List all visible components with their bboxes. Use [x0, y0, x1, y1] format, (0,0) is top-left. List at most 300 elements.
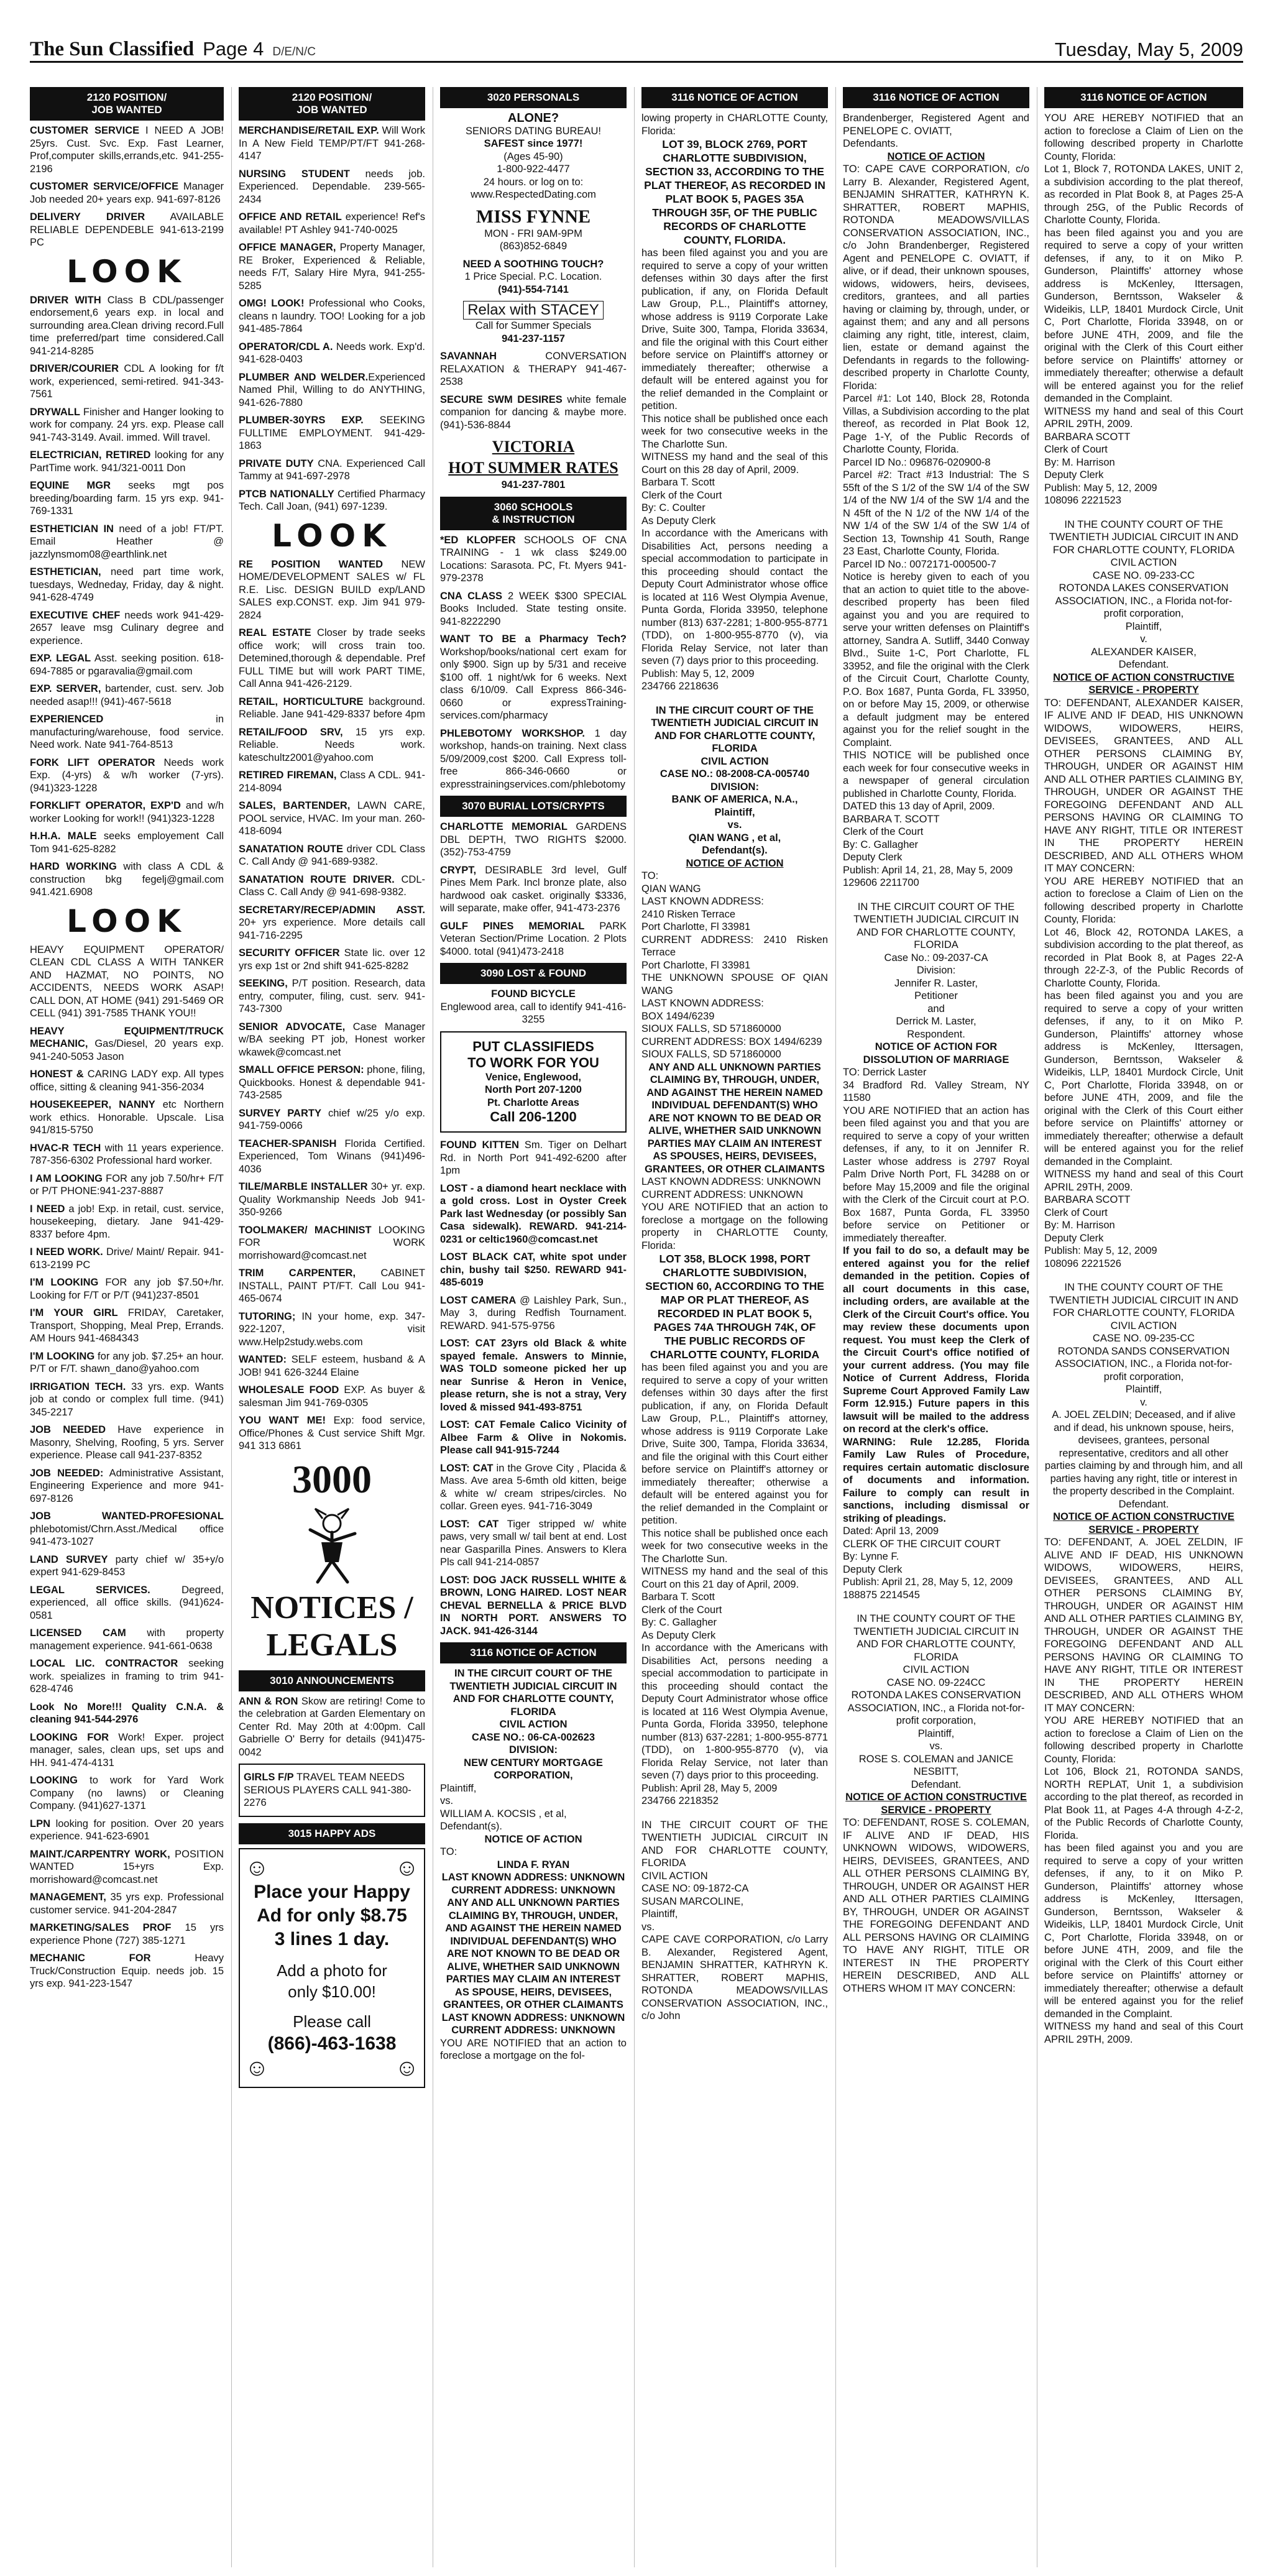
ad-text: SCHOOLS OF CNA TRAINING - 1 wk class $249.00 Locations: Sarasota. PC, Ft. Myers 941-979-2378: [440, 534, 627, 584]
classified-ad: [239, 799, 425, 838]
page-number: Page 4: [203, 38, 264, 60]
classified-ad: [30, 1627, 224, 1652]
ad-text: Closer by trade seeks office work; will cross train too. Detemined,thorough & dependable. Pref FULL TIME but will work PART TIME, Call Anna 941-426-2129.: [239, 627, 425, 689]
classified-ad: [30, 1172, 224, 1198]
ad-text: Asst. seeking position. 618-694-7885 or pgaravalia@gmail.com: [30, 653, 224, 677]
legal-line: vs.: [440, 1795, 454, 1806]
legal-notice: [440, 1667, 627, 2063]
classified-ad: [30, 860, 224, 899]
ad-text: Case Manager w/BA seeking PT job, Honest worker wkawek@comcast.net: [239, 1021, 425, 1058]
ad-list: [440, 1139, 627, 1637]
section-header-job-wanted: 2120 POSITION/ JOB WANTED: [239, 87, 425, 121]
ad-heading: LOST: DOG JACK RUSSELL WHITE & BROWN, LONG HAIRED. LOST NEAR CHEVAL BERNELLA & PRICE BLVD IN NORTH PORT. ANSWERS TO JACK. 941-426-3144: [440, 1574, 627, 1637]
ad-heading: JOB WANTED-PROFESIONAL: [30, 1511, 224, 1522]
ad-list: [30, 294, 224, 899]
jester-figure-icon: [239, 1505, 425, 1586]
classified-ad: [440, 727, 627, 791]
ad-text: CARING LADY exp. All types office, sitting & cleaning 941-356-2034: [30, 1069, 224, 1093]
victoria-ad: VICTORIA HOT SUMMER RATES 941-237-7801: [448, 438, 618, 490]
ad-text: 33 yrs. exp. Wants job at condo or complex full time. (941) 345-2217: [30, 1381, 224, 1418]
classified-ad: [440, 1182, 627, 1246]
ad-text: 20+ yrs experience. More details call 941-716-2295: [239, 917, 425, 941]
section-header-notice-of-action: 3116 NOTICE OF ACTION: [440, 1642, 627, 1663]
ad-text: with property management experience. 941-661-0638: [30, 1627, 224, 1652]
ad-text: 1 day workshop, hands-on training. Next class 5/09/2009,cost $200. Call Express toll-free 866-346-0660 or expresstrainingservices.com/phlebotomy: [440, 727, 627, 790]
legal-line: YOU ARE NOTIFIED that an action to foreclose a mortgage on the fol-: [440, 2037, 627, 2061]
ad-text: driver CDL Class C. Call Andy @ 941-689-9382.: [239, 843, 425, 867]
classified-ad: [440, 633, 627, 722]
miss-fynne-ad: MISS FYNNE MON - FRI 9AM-9PM (863)852-6849: [476, 206, 591, 252]
ad-heading: SALES, BARTENDER,: [239, 800, 351, 811]
ad-heading: RETAIL, HORTICULTURE: [239, 696, 364, 707]
savannah-ad: SAVANNAH CONVERSATION RELAXATION & THERAPY 941-467-2538: [440, 351, 627, 387]
classified-ad: [239, 1695, 425, 1759]
ad-heading: ESTHETICIAN,: [30, 566, 101, 577]
ad-text: Gas/Diesel, 20 years exp. 941-240-5053 Jason: [30, 1038, 224, 1062]
ad-heading: LOCAL LIC. CONTRACTOR: [30, 1658, 178, 1669]
classified-ad: [239, 1064, 425, 1102]
ad-heading: *ED KLOPFER: [440, 534, 516, 546]
ad-heading: SENIOR ADVOCATE,: [239, 1021, 346, 1033]
ad-text: need part time work, tuesdays, Wedneday, Friday, day & night. 941-628-4749: [30, 566, 224, 603]
ad-heading: LOST BLACK CAT, white spot under chin, bushy tail $250. REWARD 941-485-6019: [440, 1251, 627, 1288]
ad-text: EXP. As buyer & salesman Jim 941-769-0305: [239, 1384, 425, 1409]
section-header-job-wanted: 2120 POSITION/ JOB WANTED: [30, 87, 224, 121]
section-number: 3000: [292, 1456, 372, 1501]
ad-text: GARDENS DBL DEPTH, TWO RIGHTS $2000. (352)-753-4759: [440, 821, 627, 858]
classified-ad: [239, 371, 425, 410]
section-header-notice-of-action: 3116 NOTICE OF ACTION: [843, 87, 1029, 108]
classified-ad: [440, 1337, 627, 1414]
ad-heading: LOST CAMERA: [440, 1294, 517, 1306]
ad-text: FRIDAY, Caretaker, Transport, Shopping, Meal Prep, Errands. AM Hours 941-4684343: [30, 1307, 224, 1344]
ad-text: CDL-Class C. Call Andy @ 941-698-9382.: [239, 873, 425, 898]
ad-heading: LOOKING: [30, 1775, 78, 1786]
ad-text: Professional who Cooks, cleans n laundry. TOO! Looking for a job 941-485-7864: [239, 298, 425, 334]
ad-heading: HARD WORKING: [30, 861, 117, 872]
classified-ad: [440, 864, 627, 915]
classified-ad: [30, 1068, 224, 1093]
ad-heading: FOUND KITTEN: [440, 1139, 520, 1151]
classified-ad: [30, 180, 224, 206]
classified-ad: [440, 1574, 627, 1638]
classified-ad: [239, 1353, 425, 1379]
legal-line: Plaintiff,: [440, 1782, 477, 1794]
ad-text: NEW HOME/DEVELOPMENT SALES w/ FL R.E. Lisc. DESIGN BUILD exp/LAND SALES exp.CONST. exp. Jim 941 979-2824: [239, 558, 425, 621]
classified-ad: [239, 1384, 425, 1409]
classified-ad: [30, 944, 224, 1020]
classified-ad: [30, 1142, 224, 1167]
classified-ad: [30, 294, 224, 358]
column-6: [1044, 87, 1243, 2567]
ad-heading: TOOLMAKER/ MACHINIST: [239, 1224, 372, 1236]
legal-line: Defendant(s).: [440, 1821, 502, 1832]
classified-ad: [30, 1657, 224, 1696]
section-header-personals: 3020 PERSONALS: [440, 87, 627, 108]
classified-ad: [30, 1818, 224, 1843]
happy-ad-promo: ☺ ☺ Place your Happy Ad for only $8.75 3 lines 1 day. Add a photo for only $10.00! Please call (866)-463-1638 ☺ ☺: [239, 1848, 425, 2088]
classified-ad: [30, 713, 224, 752]
classified-ad: [30, 1203, 224, 1241]
ad-heading: SANATATION ROUTE DRIVER.: [239, 873, 395, 885]
classified-ad: [440, 590, 627, 628]
ad-text: 35 yrs exp. Professional customer service. 941-204-2847: [30, 1892, 224, 1916]
ad-text: State lic. over 12 yrs exp 1st or 2nd shift 941-625-8282: [239, 947, 425, 972]
ad-text: 15 yrs experience Phone (727) 385-1271: [30, 1922, 224, 1946]
classified-ad: [239, 843, 425, 868]
ad-text: phone, filing, Quickbooks. Honest & dependable 941-743-2585: [239, 1064, 425, 1101]
ad-heading: FORK LIFT OPERATOR: [30, 757, 155, 768]
classified-ad: [30, 1952, 224, 1990]
classified-ad: [30, 1424, 224, 1462]
ad-heading: PLUMBER-30YRS EXP.: [239, 415, 364, 426]
ad-heading: LOST: CAT 23yrs old Black & white spayed female. Answers to Minnie, WAS TOLD someone picked her up near Sunrise & Heron in Venice, please return, she is not a stray, Very loved & missed 941-493-8751: [440, 1338, 627, 1413]
ad-text: Property Manager, RE Broker, Experienced & Reliable, needs F/T, Salary Hire Myra, 941-255-5285: [239, 242, 425, 292]
ad-list: [30, 124, 224, 249]
ad-heading: CHARLOTTE MEMORIAL: [440, 821, 568, 832]
ad-heading: ANN & RON: [239, 1695, 298, 1707]
classified-ad: [440, 534, 627, 585]
classified-ad: [239, 488, 425, 513]
ad-text: CABINET INSTALL, PAINT PT/FT. Call Lou 941-465-0674: [239, 1267, 425, 1304]
ad-text: 15 yrs exp. Reliable. Needs work. kateschultz2001@yahoo.com: [239, 726, 425, 763]
legal-line: CURRENT ADDRESS: UNKNOWN: [451, 2025, 615, 2036]
ad-text: Heavy Truck/Construction Equip. needs job. 15 yrs exp. 941-223-1547: [30, 1953, 224, 1989]
ad-heading: HONEST &: [30, 1069, 84, 1080]
ad-text: SELF esteem, husband & A JOB! 941 626-3244 Elaine: [239, 1354, 425, 1378]
ad-text: LOOKING FOR WORK morrishoward@comcast.net: [239, 1224, 425, 1261]
ad-text: a job! Exp. in retail, cust. service, housekeeping, dietary. Jane 941-429-8337 before 4pm.: [30, 1203, 224, 1240]
put-classifieds-box: PUT CLASSIFIEDS TO WORK FOR YOU Venice, Englewood, North Port 207-1200 Pt. Charlotte Areas Call 206-1200: [440, 1031, 627, 1133]
classified-ad: [30, 830, 224, 855]
legal-notice: lowing property in CHARLOTTE County, Florida: LOT 39, BLOCK 2769, PORT CHARLOTTE SUBDIVISION, SECTION 33, ACCORDING TO THE PLAT THEREOF, AS RECORDED IN PLAT BOOK 5, PAGES 35A THROUGH 35F, OF THE PUBLIC RECORDS OF CHARLOTTE COUNTY, FLORIDA. has been filed against you and you are required to serve a copy of your written defenses within 30 days after the first publication, if any, on Florida Default Law Group, P.L., Plaintiff's attorney, whose address is 9119 Corporate Lake Drive, Suite 300, Tampa, Florida 33634, and file the original with this Court either before service on Plaintiff's attorney or immediately thereafter; otherwise a default will be entered against you for the relief demanded in the Complaint or petition. This notice shall be published once each week for two consecutive weeks in the The Charlotte Sun. WITNESS my hand and the seal of this Court on this 28 day of April, 2009. Barbara T. Scott Clerk of the Court By: C. Coulter As Deputy Clerk In accordance with the Americans with Disabilities Act, persons needing a special accommodation to participate in this proceeding should contact the Deputy Court Administrator whose office is located at 116 West Olympia Avenue, Punta Gorda, Florida 33950, telephone number (813) 637-2281; 1-800-955-8771 (TDD), on 1-800-955-8770 (v), via Florida Relay Service, not later than seven (7) days prior to this proceeding. Publish: May 5, 12, 2009 234766 2218636 IN THE CIRCUIT COURT OF THE TWENTIETH JUDICIAL CIRCUIT IN AND FOR CHARLOTTE COUNTY, FLORIDA CIVIL ACTION CASE NO.: 08-2008-CA-005740 DIVISION: BANK OF AMERICA, N.A., Plaintiff, vs. QIAN WANG , et al, Defendant(s). NOTICE OF ACTION TO: QIAN WANG LAST KNOWN ADDRESS: 2410 Risken Terrace Port Charlotte, Fl 33981 CURRENT ADDRESS: 2410 Risken Terrace Port Charlotte, Fl 33981 THE UNKNOWN SPOUSE OF QIAN WANG LAST KNOWN ADDRESS: BOX 1494/6239 SIOUX FALLS, SD 571860000 CURRENT ADDRESS: BOX 1494/6239 SIOUX FALLS, SD 571860000 ANY AND ALL UNKNOWN PARTIES CLAIMING BY, THROUGH, UNDER, AND AGAINST THE HEREIN NAMED INDIVIDUAL DEFENDANT(S) WHO ARE NOT KNOWN TO BE DEAD OR ALIVE, WHETHER SAID UNKNOWN PARTIES MAY CLAIM AN INTEREST AS SPOUSES, HEIRS, DEVISEES, GRANTEES, OR OTHER CLAIMANTS LAST KNOWN ADDRESS: UNKNOWN CURRENT ADDRESS: UNKNOWN YOU ARE NOTIFIED that an action to foreclose a mortgage on the following property in CHARLOTTE County, Florida: LOT 358, BLOCK 1998, PORT CHARLOTTE SUBDIVISION, SECTION 60, ACCORDING TO THE MAP OR PLAT THEREOF, AS RECORDED IN PLAT BOOK 5, PAGES 74A THROUGH 74K, OF THE PUBLIC RECORDS OF CHARLOTTE COUNTY, FLORIDA has been filed against you and you are required to serve a copy of your written defenses within 30 days after the first publication, if any, on Florida Default Law Group, P.L., Plaintiff's attorney, whose address is 9119 Corporate Lake Drive, Suite 300, Tampa, Florida 33634, and file the original with this Court either before service on Plaintiff's attorney or immediately thereafter; otherwise a default will be entered against you for the relief demanded in the Complaint or petition. This notice shall be published once each week for two consecutive weeks in the The Charlotte Sun. WITNESS my hand and the seal of this Court on this 21 day of April, 2009. Barbara T. Scott Clerk of the Court By: C. Gallagher As Deputy Clerk In accordance with the Americans with Disabilities Act, persons needing a special accommodation to participate in this proceeding should contact the Deputy Court Administrator whose office is located at 116 West Olympia Avenue, Punta Gorda, Florida 33950, telephone number (813) 637-2281; 1-800-955-8771 (TDD), on 1-800-955-8770 (v), via Florida Relay Service, not later than seven (7) days prior to this proceeding. Publish: April 28, May 5, 2009 234766 2218352 IN THE CIRCUIT COURT OF THE TWENTIETH JUDICIAL CIRCUIT IN AND FOR CHARLOTTE COUNTY, FLORIDA CIVIL ACTION CASE NO: 09-1872-CA SUSAN MARCOLINE, Plaintiff, vs. CAPE CAVE CORPORATION, c/o Larry B. Alexander, Registered Agent, BENJAMIN SHRATTER, KATHRYN K. SHRATTER, ROBERT MAPHIS, ROTONDA MEADOWS/VILLAS CONSERVATION ASSOCIATION, INC., c/o John: [641, 113, 828, 2022]
classified-ad: [239, 1414, 425, 1453]
masthead: [30, 32, 1243, 63]
ad-heading: GULF PINES MEMORIAL: [440, 920, 585, 932]
classified-ad: [239, 341, 425, 366]
ad-text: looking for any PartTime work. 941/321-0011 Don: [30, 449, 224, 474]
column-1: [30, 87, 224, 2567]
ad-heading: LOST: CAT: [440, 1518, 499, 1530]
classified-ad: [239, 1138, 425, 1176]
ad-heading: OMG! LOOK!: [239, 298, 305, 309]
classified-ad: [30, 124, 224, 175]
ad-text: party chief w/ 35+y/o expert 941-629-8453: [30, 1553, 224, 1578]
classified-ad: [30, 1276, 224, 1302]
seniors-dating-ad: ALONE? SENIORS DATING BUREAU! SAFEST since 1977! (Ages 45-90) 1-800-922-4477 24 hours. or log on to: www.RespectedDating.com: [466, 111, 601, 200]
look-banner: LOOK: [67, 903, 187, 939]
ad-heading: FORKLIFT OPERATOR, EXP'D: [30, 800, 181, 811]
classified-ad: [239, 558, 425, 622]
ad-heading: MECHANIC FOR: [30, 1953, 151, 1964]
classified-ad: [239, 627, 425, 691]
section-header-happy-ads: 3015 HAPPY ADS: [239, 1823, 425, 1844]
ad-heading: Look No More!!! Quality C.N.A. & cleaning 941-544-2976: [30, 1701, 224, 1725]
ad-text: background. Reliable. Jane 941-429-8337 before 4pm: [239, 696, 425, 720]
classified-ad: [239, 1021, 425, 1059]
ad-text: Sm. Tiger on Delhart Rd. in North Port 941-492-6200 after 1pm: [440, 1139, 627, 1176]
ad-text: IN your home, exp. 347-922-1207, visit www.Help2study.webs.com: [239, 1310, 425, 1348]
ad-heading: JOB NEEDED: [30, 1424, 106, 1435]
ad-text: Experienced Named Phil, Willing to do ANYTHING, 941-626-7880: [239, 371, 425, 408]
classified-ad: [30, 449, 224, 474]
look-banner: LOOK: [67, 253, 187, 290]
ad-text: FOR any job 7.50/hr+ F/T or P/T PHONE:941-237-8887: [30, 1172, 224, 1197]
ad-heading: SEEKING,: [239, 978, 288, 989]
ad-text: Degreed, experienced, all office skills. (941)624-0581: [30, 1584, 224, 1621]
ad-text: Will Work In A New Field TEMP/PT/FT 941-268-4147: [239, 125, 425, 162]
ad-heading: EXPERIENCED: [30, 714, 104, 725]
girls-travel-ad: GIRLS F/P TRAVEL TEAM NEEDS SERIOUS PLAYERS CALL 941-380-2276: [239, 1764, 425, 1817]
classified-ad: [440, 920, 627, 959]
ad-heading: CNA CLASS: [440, 590, 503, 602]
ad-text: Finisher and Hanger looking to work for company. 24 yrs. exp. Please call 941-743-3149. Avail. immed. Will travel.: [30, 406, 224, 443]
ad-heading: TEACHER-SPANISH: [239, 1138, 337, 1149]
ad-list: [440, 821, 627, 958]
legal-line: CIVIL ACTION: [499, 1719, 568, 1730]
ad-heading: RE POSITION WANTED: [239, 558, 384, 570]
ad-heading: EXP. LEGAL: [30, 653, 91, 664]
legal-line: CASE NO.: 06-CA-002623: [471, 1731, 595, 1743]
classified-ad: [30, 1701, 224, 1726]
legal-line: WILLIAM A. KOCSIS , et al,: [440, 1808, 567, 1819]
classified-ad: [30, 362, 224, 401]
ad-text: Certified Pharmacy Tech. Call Joan, (941) 697-1239.: [239, 488, 425, 512]
classified-ad: [239, 769, 425, 794]
legal-line: CURRENT ADDRESS: UNKNOWN: [451, 1884, 615, 1896]
ad-heading: OFFICE AND RETAIL: [239, 211, 342, 223]
ad-heading: HEAVY EQUIPMENT/TRUCK MECHANIC,: [30, 1025, 224, 1049]
classified-ad: [239, 1224, 425, 1263]
ad-text: in manufacturing/warehouse, food service. Need work. Nate 941-764-8513: [30, 714, 224, 750]
classified-ad: [30, 1921, 224, 1947]
ad-text: Have experience in Masonry, Shelving, Roofing, 5 yrs. Server experience. Please call 941-237-8352: [30, 1424, 224, 1461]
ad-text: SEEKING FULLTIME EMPLOYMENT. 941-429-1863: [239, 415, 425, 451]
classified-ad: [30, 1731, 224, 1770]
classified-ad: [239, 211, 425, 236]
legal-line: NOTICE OF ACTION: [484, 1833, 582, 1845]
ad-text: POSITION WANTED 15+yrs Exp. morrishoward@comcast.net: [30, 1848, 224, 1885]
ad-heading: TUTORING;: [239, 1310, 296, 1322]
classified-ad: [239, 241, 425, 292]
classified-ad: [30, 479, 224, 518]
ad-text: needs work 941-429-2657 leave msg Culinary degree and experience.: [30, 609, 224, 646]
classified-ad: [239, 726, 425, 765]
ad-text: Skow are retiring! Come to the celebration at Garden Elementary on Center Rd. May 20th at 4:00pm. Call Gabrielle O' Berry for details (941)475-0042: [239, 1695, 425, 1758]
ad-heading: RETAIL/FOOD SRV,: [239, 726, 343, 738]
smiley-icon: ☺ ☺: [245, 2054, 419, 2081]
ad-list: [239, 558, 425, 1453]
ad-heading: SECURITY OFFICER: [239, 947, 340, 959]
notices-title: NOTICES / LEGALS: [250, 1589, 413, 1663]
ad-heading: LICENSED CAM: [30, 1627, 126, 1639]
ad-heading: I AM LOOKING: [30, 1172, 103, 1184]
ad-heading: EXECUTIVE CHEF: [30, 609, 121, 621]
section-header-burial: 3070 BURIAL LOTS/CRYPTS: [440, 796, 627, 817]
ad-heading: SECRETARY/RECEP/ADMIN ASST.: [239, 904, 425, 916]
ad-heading: DRYWALL: [30, 406, 80, 418]
legal-line: IN THE CIRCUIT COURT OF THE TWENTIETH JUDICIAL CIRCUIT IN AND FOR CHARLOTTE COUNTY, FLORIDA: [449, 1668, 617, 1718]
ad-heading: TRIM CARPENTER,: [239, 1267, 356, 1279]
classified-ad: [30, 652, 224, 678]
classified-ad: [30, 683, 224, 708]
ad-heading: JOB NEEDED:: [30, 1467, 104, 1479]
ad-text: Class A CDL. 941-214-8094: [239, 770, 425, 794]
look-banner: LOOK: [272, 517, 392, 554]
classified-ad: [30, 1381, 224, 1419]
edition-code: D/E/N/C: [272, 45, 316, 58]
ad-heading: IRRIGATION TECH.: [30, 1381, 126, 1392]
ad-text: and w/h worker Looking for work!! (941)323-1228: [30, 800, 224, 824]
ad-heading: CUSTOMER SERVICE/OFFICE: [30, 181, 179, 192]
classified-ad: [30, 406, 224, 444]
ad-text: Administrative Assistant, Engineering Experience and more 941-697-8126: [30, 1467, 224, 1504]
ad-heading: YOU WANT ME!: [239, 1415, 326, 1426]
ad-heading: SURVEY PARTY: [239, 1107, 321, 1119]
section-header-notice-of-action: 3116 NOTICE OF ACTION: [641, 87, 828, 108]
ad-text: FOR any job $7.50+/hr. Looking for F/T or P/T (941)237-8501: [30, 1277, 224, 1301]
ad-heading: ELECTRICIAN, RETIRED: [30, 449, 151, 461]
ad-list: [440, 534, 627, 791]
ad-heading: PRIVATE DUTY: [239, 458, 314, 469]
ad-text: PARK Veteran Section/Prime Location. 2 Plots $4000. total (941)473-2418: [440, 920, 627, 957]
ad-list: [30, 944, 224, 1990]
classified-ad: [239, 168, 425, 206]
classified-ad: [239, 1107, 425, 1133]
column-5: [843, 87, 1029, 2567]
section-header-announcements: 3010 ANNOUNCEMENTS: [239, 1670, 425, 1691]
classified-ad: [30, 1848, 224, 1887]
legal-notice: YOU ARE HEREBY NOTIFIED that an action to foreclose a Claim of Lien on the following described property in Charlotte County, Florida: Lot 1, Block 7, ROTONDA LAKES, UNIT 2, a subdivision according to the plat thereof, as recorded in Plat Book 8, at Pages 25-A through 25G, of the Public Records of Charlotte County, Florida. has been filed against you and you are required to serve a copy of your written defenses, if any, to it on Miko P. Gunderson, Plaintiffs' attorney whose address is McKenley, Ittersagen, Gunderson, Berntsson, Wakseler & Wideikis, LLP, 18401 Murdock Circle, Unit C, Port Charlotte, Florida 33948, on or before JUNE 4TH, 2009, and file the original with the Clerk of this Court either before service on Plaintiffs' attorney or immediately thereafter; otherwise a default will be entered against you for the relief demanded in the Complaint. WITNESS my hand and seal of this Court APRIL 29TH, 2009. BARBARA SCOTT Clerk of Court By: M. Harrison Deputy Clerk Publish: May 5, 12, 2009 108096 2221523 IN THE COUNTY COURT OF THE TWENTIETH JUDICIAL CIRCUIT IN AND FOR CHARLOTTE COUNTY, FLORIDA CIVIL ACTION CASE NO. 09-233-CC ROTONDA LAKES CONSERVATION ASSOCIATION, INC., a Florida not-for-profit corporation, Plaintiff, v. ALEXANDER KAISER, Defendant. NOTICE OF ACTION CONSTRUCTIVE SERVICE - PROPERTY TO: DEFENDANT, ALEXANDER KAISER, IF ALIVE AND IF DEAD, HIS UNKNOWN WIDOWS, WIDOWERS, HEIRS, DEVISEES, GRANTEES, AND ALL OTHER PERSONS CLAIMING BY, THROUGH, UNDER OR AGAINST HIM AND ALL OTHER PARTIES CLAIMING BY, THROUGH, UNDER OR AGAINST THE FOREGOING DEFENDANT AND ALL PERSONS HAVING OR CLAIMING TO HAVE ANY RIGHT, TITLE OR INTEREST IN THE PROPERTY HEREIN DESCRIBED, AND ALL OTHERS WHOM IT MAY CONCERN: YOU ARE HEREBY NOTIFIED that an action to foreclose a Claim of Lien on the following described property in Charlotte County, Florida: Lot 46, Block 42, ROTONDA LAKES, a subdivision according to the plat thereof, as recorded in Plat Book 8, at Pages 22-A through 22-Z-3, of the Public Records of Charlotte County, Florida. has been filed against you and you are required to serve a copy of your written defenses, if any, to it on Miko P. Gunderson, Plaintiffs' attorney whose address is McKenley, Ittersagen, Gunderson, Berntsson, Wakseler & Wideikis, LLP, 18401 Murdock Circle, Unit C, Port Charlotte, Florida 33948, on or before JUNE 4TH, 2009, and file the original with the Clerk of this Court either before service on Plaintiffs' attorney or immediately thereafter; otherwise a default will be entered against you for the relief demanded in the Complaint. WITNESS my hand and seal of this Court APRIL 29TH, 2009. BARBARA SCOTT Clerk of Court By: M. Harrison Deputy Clerk Publish: May 5, 12, 2009 108096 2221526 IN THE COUNTY COURT OF THE TWENTIETH JUDICIAL CIRCUIT IN AND FOR CHARLOTTE COUNTY, FLORIDA CIVIL ACTION CASE NO. 09-235-CC ROTONDA SANDS CONSERVATION ASSOCIATION, INC., a Florida not-for-profit corporation, Plaintiff, v. A. JOEL ZELDIN; Deceased, and if alive and if dead, his unknown spouse, heirs, devisees, grantees, personal representative, creditors and all other parties claiming by and through him, and all parties having any right, title or interest in the property described in the Complaint. Defendant. NOTICE OF ACTION CONSTRUCTIVE SERVICE - PROPERTY TO: DEFENDANT, A. JOEL ZELDIN, IF ALIVE AND IF DEAD, HIS UNKNOWN WIDOWS, WIDOWERS, HEIRS, DEVISEES, GRANTEES, AND ALL OTHER PERSONS CLAIMING BY, THROUGH, UNDER OR AGAINST HIM AND ALL OTHER PARTIES CLAIMING BY, THROUGH, UNDER OR AGAINST THE FOREGOING DEFENDANT AND ALL PERSONS HAVING OR CLAIMING TO HAVE ANY RIGHT, TITLE OR INTEREST IN THE PROPERTY HEREIN DESCRIBED, AND ALL OTHERS WHOM IT MAY CONCERN: YOU ARE HEREBY NOTIFIED that an action to foreclose a Claim of Lien on the following described property in Charlotte County, Florida: Lot 106, Block 21, ROTONDA SANDS, NORTH REPLAT, Unit 1, a subdivision according to the plat thereof, as recorded in Plat Book 11, at Pages 4-A through 4-Z-2, of the Public Records of Charlotte County, Florida. has been filed against you and you are required to serve a copy of your written defenses, if any, to it on Miko P. Gunderson, Plaintiffs' attorney whose address is McKenley, Ittersagen, Gunderson, Berntsson, Wakseler & Wideikis, LLP, 18401 Murdock Circle, Unit C, Port Charlotte, Florida 33948, on or before JUNE 4TH, 2009, and file the original with the Clerk of this Court either before service on Plaintiffs' attorney or immediately thereafter; otherwise a default will be entered against you for the relief demanded in the Complaint. WITNESS my hand and seal of this Court APRIL 29TH, 2009.: [1044, 113, 1243, 2045]
ad-heading: DRIVER/COURIER: [30, 363, 119, 374]
ad-heading: MAINT./CARPENTRY WORK,: [30, 1848, 170, 1860]
ad-heading: DELIVERY DRIVER: [30, 211, 145, 223]
ad-text: DESIRABLE 3rd level, Gulf Pines Mem Park. Incl bronze plate, also hardwood oak casket. originally $3336, will separate, make offer, 941-473-2376: [440, 864, 627, 914]
legal-line: DIVISION:: [509, 1744, 558, 1755]
classified-ad: [30, 1891, 224, 1916]
classified-ad: [30, 523, 224, 561]
ad-heading: CUSTOMER SERVICE: [30, 125, 140, 136]
section-header-schools: 3060 SCHOOLS & INSTRUCTION: [440, 497, 627, 530]
found-bicycle-ad: FOUND BICYCLE Englewood area, call to identify 941-416-3255: [440, 988, 627, 1025]
section-header-lost-found: 3090 LOST & FOUND: [440, 963, 627, 984]
column-divider: [835, 87, 836, 2567]
ad-heading: RETIRED FIREMAN,: [239, 770, 337, 781]
ad-heading: HOUSEKEEPER, NANNY: [30, 1099, 155, 1110]
ad-heading: I'M YOUR GIRL: [30, 1307, 118, 1318]
ad-heading: EQUINE MGR: [30, 480, 111, 491]
column-4: [641, 87, 828, 2567]
column-divider: [231, 87, 232, 2567]
ad-text: AVAILABLE RELIABLE DEPENDEBLE 941-613-2199 PC: [30, 211, 224, 248]
ad-text: experience! Ref's available! PT Ashley 941-740-0025: [239, 211, 425, 236]
classified-ad: [239, 977, 425, 1016]
legal-line: LAST KNOWN ADDRESS: UNKNOWN: [441, 2012, 625, 2023]
column-2: [239, 87, 425, 2567]
legal-line: LAST KNOWN ADDRESS: UNKNOWN: [441, 1872, 625, 1883]
ad-heading: OFFICE MANAGER,: [239, 242, 336, 253]
classified-ad: [239, 458, 425, 483]
classified-ad: [30, 1553, 224, 1579]
ad-text: etc Northern work ethics. Honorable. Upscale. Lisa 941/815-5750: [30, 1099, 224, 1136]
ad-heading: LOOKING FOR: [30, 1731, 109, 1743]
smiley-icon: ☺ ☺: [245, 1854, 419, 1881]
classified-ad: [440, 1294, 627, 1333]
ad-text: CDL A looking for f/t work, experienced, semi-retired. 941-343-7561: [30, 363, 224, 400]
classified-ad: [30, 1098, 224, 1137]
ad-heading: PHLEBOTOMY WORKSHOP.: [440, 727, 585, 739]
legal-line: ANY AND ALL UNKNOWN PARTIES CLAIMING BY, THROUGH, UNDER, AND AGAINST THE HEREIN NAMED INDIVIDUAL DEFENDANT(S) WHO ARE NOT KNOWN TO BE DEAD OR ALIVE, WHETHER SAID UNKNOWN PARTIES MAY CLAIM AN INTEREST AS SPOUSE, HEIRS, DEVISEES, GRANTEES, OR OTHER CLAIMANTS: [443, 1897, 623, 2010]
classified-ad: [440, 1462, 627, 1513]
ad-heading: LOST: CAT: [440, 1462, 494, 1474]
newspaper-title: The Sun Classified: [30, 38, 195, 60]
classified-ad: [239, 947, 425, 972]
ad-heading: EXP. SERVER,: [30, 683, 101, 694]
ad-heading: LOST: CAT Female Calico Vicinity of Albee Farm & Olive in Nokomis. Please call 941-915-7244: [440, 1419, 627, 1456]
section-header-notice-of-action: 3116 NOTICE OF ACTION: [1044, 87, 1243, 108]
ad-text: looking for position. Over 20 years experience. 941-623-6901: [30, 1818, 224, 1842]
ad-text: Needs work Exp. (4-yrs) & w/h worker (7-yrs). (941)323-1228: [30, 757, 224, 794]
ad-text: 2 WEEK $300 SPECIAL Books Included. State testing onsite. 941-8222290: [440, 590, 627, 627]
ad-heading: LOST - a diamond heart necklace with a gold cross. Lost in Oyster Creek Park last Wednesday (or possibly San Casa sidewalk). REWARD. 941-214-0231 or celtic1960@comcast.net: [440, 1182, 627, 1245]
ad-text: Manager Job needed 20+ years exp. 941-697-8126: [30, 181, 224, 205]
classified-ad: [239, 1267, 425, 1305]
ad-heading: SMALL OFFICE PERSON:: [239, 1064, 364, 1075]
ad-text: 30+ yr. exp. Quality Workmanship Needs Job 941-350-9266: [239, 1181, 425, 1218]
ad-heading: H.H.A. MALE: [30, 830, 97, 842]
ad-text: in the Grove City , Placida & Mass. Ave area 5-6mth old kitten, beige & white w/ cream stripes/circles. No collar. Green eyes. 941-716-3049: [440, 1462, 627, 1512]
ad-text: seeks mgt pos breeding/boarding farm. 15 yrs exp. 941-769-1331: [30, 480, 224, 517]
classified-ad: [30, 1307, 224, 1345]
ad-text: need of a job! FT/PT. Email Heather @ jazzlynsmom08@earthlink.net: [30, 523, 224, 560]
ad-heading: REAL ESTATE: [239, 627, 311, 638]
ad-heading: I'M LOOKING: [30, 1277, 99, 1288]
ad-list: [239, 1695, 425, 1759]
classified-ad: [239, 1180, 425, 1219]
classified-ad: [239, 124, 425, 163]
ad-list: [239, 124, 425, 513]
ad-heading: ESTHETICIAN IN: [30, 523, 114, 535]
ad-heading: WANTED:: [239, 1354, 287, 1365]
column-divider: [634, 87, 635, 2567]
classified-ad: [239, 414, 425, 453]
ad-text: bartender, cust. serv. Job needed asap!!! (941)-467-5618: [30, 683, 224, 707]
ad-heading: LPN: [30, 1818, 50, 1829]
stacey-ad: Relax with STACEY Call for Summer Specials 941-237-1157: [440, 301, 627, 345]
ad-heading: I NEED: [30, 1203, 65, 1215]
ad-heading: NURSING STUDENT: [239, 168, 350, 180]
classified-ad: [30, 757, 224, 795]
ad-text: seeking work. speializes in framing to trim 941-628-4746: [30, 1658, 224, 1695]
ad-heading: MANAGEMENT,: [30, 1892, 106, 1903]
ad-heading: PTCB NATIONALLY: [239, 488, 334, 500]
classified-ad: [440, 1518, 627, 1569]
classified-ad: [239, 297, 425, 336]
classified-ad: [440, 1139, 627, 1177]
ad-text: phlebotomist/Chrn.Asst./Medical office 941-473-1027: [30, 1523, 224, 1547]
classified-ad: [30, 211, 224, 249]
ad-heading: WANT TO BE a Pharmacy Tech?: [440, 633, 627, 645]
soothing-touch-ad: NEED A SOOTHING TOUCH? 1 Price Special. P.C. Location. (941)-554-7141: [462, 258, 604, 295]
classified-ad: [239, 1310, 425, 1349]
classified-ad: [30, 609, 224, 648]
ad-heading: SANATATION ROUTE: [239, 843, 343, 855]
classified-ad: [30, 1467, 224, 1506]
ad-text: Drive/ Maint/ Repair. 941-613-2199 PC: [30, 1246, 224, 1271]
secure-swm-ad: SECURE SWM DESIRES white female companion for dancing & maybe more. (941)-536-8844: [440, 393, 627, 431]
ad-text: for any job. $7.25+ an hour. P/T or F/T. shawn_dano@yahoo.com: [30, 1350, 224, 1374]
ad-text: @ Laishley Park, Sun., May 3, during Redfish Tournament. REWARD. 941-575-9756: [440, 1294, 627, 1332]
